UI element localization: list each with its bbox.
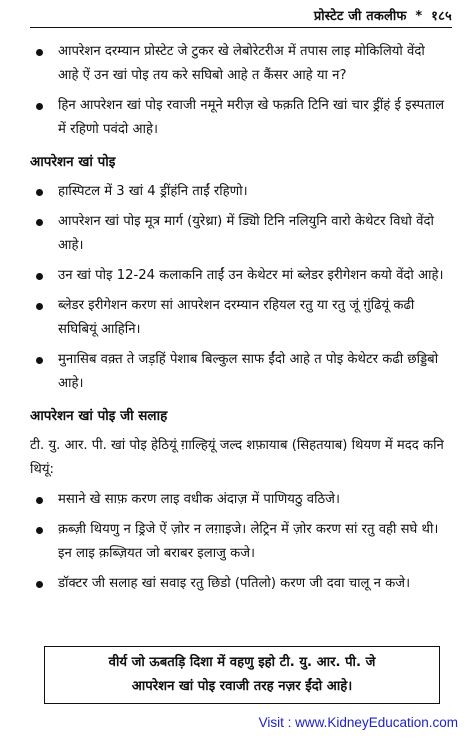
list-item bbox=[30, 294, 448, 342]
list-item bbox=[30, 518, 448, 566]
list-item bbox=[30, 210, 448, 258]
list-item-text: मसाने खे साफ़ करण लाइ वधीक अंदाज़ में पाणियठु वठिजे। bbox=[58, 492, 340, 507]
header-separator: * bbox=[415, 9, 423, 24]
list-item bbox=[30, 488, 448, 512]
list-item bbox=[30, 572, 448, 596]
list-item-text: क़ब्ज़ी थियणु न ड्रिजे ऐं ज़ोर न लग़ाइजे। लेट्रिन में ज़ोर करण सां रतु वही सघे थी। इन लाइ क़ब्ज़ियत जो बराबर इलाजु कजे। bbox=[58, 522, 439, 561]
page-number: १८५ bbox=[431, 9, 452, 24]
list-item-text: डॉक्टर जी सलाह खां सवाइ रतु छिडो (पतिलो) करण जी दवा चालू न कजे। bbox=[58, 576, 411, 591]
bullet-icon bbox=[36, 303, 43, 310]
footer-label: Visit : bbox=[258, 715, 296, 730]
list-item-text: आपरेशन खां पोइ मूत्र मार्ग (युरेथ्रा) में ड्यिो टिनि नलियुनि वारो केथेटर विधो वेंदो आहे। bbox=[58, 214, 434, 253]
callout-box bbox=[44, 646, 440, 704]
bullet-icon bbox=[36, 273, 43, 280]
callout-line-1: वीर्य जो ऊबतड़ि दिशा में वहणु इहो टी. यु. आर. पी. जे bbox=[108, 655, 376, 670]
running-header-title: प्रोस्टेट जी तकलीफ bbox=[313, 9, 407, 24]
list-item bbox=[30, 180, 448, 204]
list-item-text: उन खां पोइ 12-24 कलाकनि ताईं उन केथेटर मां ब्लेडर इरीगेशन कयो वेंदो आहे। bbox=[58, 268, 444, 283]
bullet-icon bbox=[36, 219, 43, 226]
after-operation-bullet-list bbox=[30, 180, 448, 396]
bullet-icon bbox=[36, 527, 43, 534]
section-heading-post-op-advice: आपरेशन खां पोइ जी सलाह bbox=[30, 408, 168, 424]
bullet-icon bbox=[36, 357, 43, 364]
section-heading-after-operation: आपरेशन खां पोइ bbox=[30, 154, 116, 170]
bullet-icon bbox=[36, 189, 43, 196]
running-header bbox=[314, 6, 452, 24]
list-item-text: ब्लेडर इरीगेशन करण सां आपरेशन दरम्यान रहियल रतु या रतु जूं ग़ुंढियूं कढी सघिबियूं आहिनि। bbox=[58, 298, 415, 337]
list-item-text: मुनासिब वक़्त ते जड़हिं पेशाब बिल्कुल साफ ईंदो आहे त पोइ केथेटर कढी छड्डिबो आहे। bbox=[58, 352, 439, 391]
intro-bullet-list bbox=[30, 40, 448, 142]
page-body bbox=[30, 40, 448, 602]
list-item bbox=[30, 348, 448, 396]
list-item bbox=[30, 264, 448, 288]
footer-website bbox=[259, 715, 458, 730]
header-rule bbox=[30, 27, 452, 28]
bullet-icon bbox=[36, 581, 43, 588]
callout-line-2: आपरेशन खां पोइ रवाजी तरह नज़र ईंदो आहे। bbox=[131, 679, 353, 694]
list-item-text: हिन आपरेशन खां पोइ रवाजी नमूने मरीज़ खे फक़ति टिनि खां चार ड्रींहं ई इस्पताल में रहिणो पवंदो आहे। bbox=[58, 98, 445, 137]
list-item-text: आपरेशन दरम्यान प्रोस्टेट जे टुकर खे लेबोरेटरीअ में तपास लाइ मोकिलियो वेंदो आहे ऐं उन खां पोइ तय करे सघिबो आहे त कैंसर आहे या न? bbox=[58, 44, 425, 83]
list-item-text: हास्पिटल में 3 खां 4 ड्रींहंनि ताईं रहिणो। bbox=[58, 184, 248, 199]
bullet-icon bbox=[36, 497, 43, 504]
bullet-icon bbox=[36, 49, 43, 56]
advice-bullet-list bbox=[30, 488, 448, 596]
list-item bbox=[30, 40, 448, 88]
footer-link[interactable]: www.KidneyEducation.com bbox=[295, 715, 458, 730]
advice-intro-paragraph: टी. यु. आर. पी. खां पोइ हेठियूं ग़ाल्हियूं जल्द शफ़ायाब (सिहतयाब) थियण में मदद कनि थियूं: bbox=[30, 438, 444, 477]
bullet-icon bbox=[36, 103, 43, 110]
list-item bbox=[30, 94, 448, 142]
